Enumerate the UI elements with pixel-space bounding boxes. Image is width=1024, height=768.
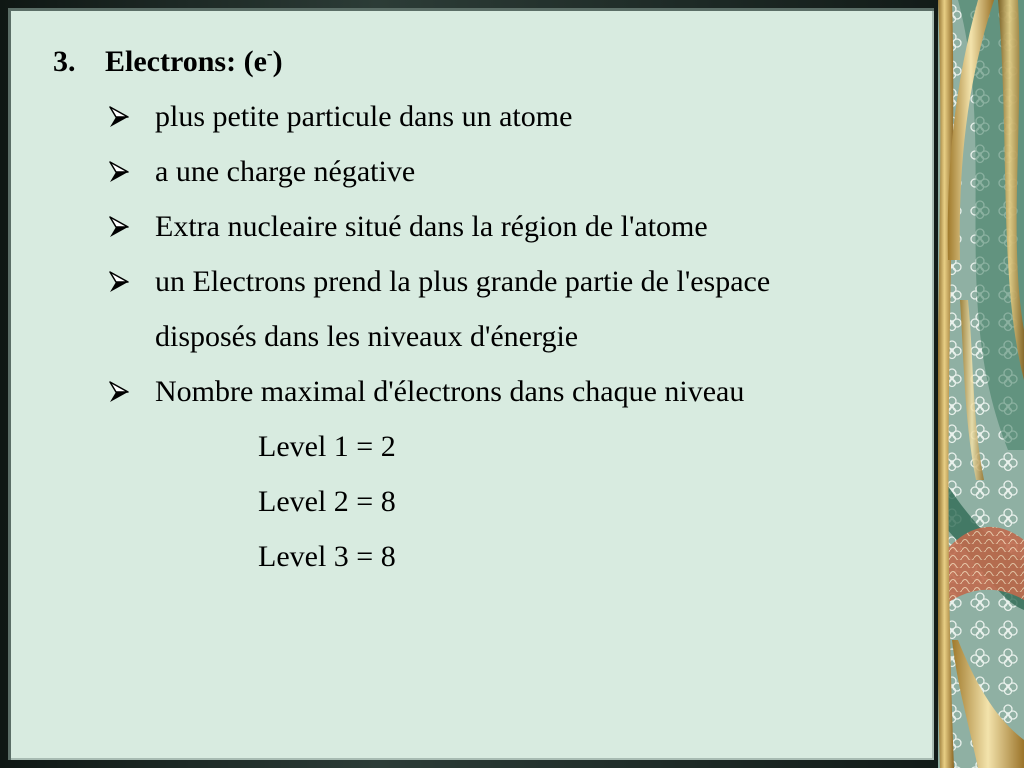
arrow-bullet-icon — [108, 271, 130, 293]
bullet-continuation: disposés dans les niveaux d'énergie — [155, 320, 579, 353]
bullet-item: Nombre maximal d'électrons dans chaque niveau — [155, 375, 745, 408]
floral-pattern-decoration — [938, 0, 1024, 768]
level-line: Level 1 = 2 — [258, 430, 396, 463]
arrow-bullet-icon — [108, 216, 130, 238]
arrow-bullet-icon — [108, 106, 130, 128]
decorative-ribbon-strip — [938, 0, 1024, 768]
bullet-item: un Electrons prend la plus grande partie de l'espace — [155, 265, 771, 298]
title-number: 3. — [53, 45, 76, 78]
arrow-bullet-icon — [108, 381, 130, 403]
bullet-item: Extra nucleaire situé dans la région de l'atome — [155, 210, 708, 243]
title-text: Electrons: (e — [105, 45, 267, 78]
title-close: ) — [272, 45, 283, 78]
level-line: Level 2 = 8 — [258, 485, 396, 518]
title-superscript: - — [266, 44, 273, 63]
arrow-bullet-icon — [108, 161, 130, 183]
bullet-item: a une charge négative — [155, 155, 416, 188]
level-line: Level 3 = 8 — [258, 540, 396, 573]
slide-title — [53, 44, 283, 80]
bullet-item: plus petite particule dans un atome — [155, 100, 573, 133]
